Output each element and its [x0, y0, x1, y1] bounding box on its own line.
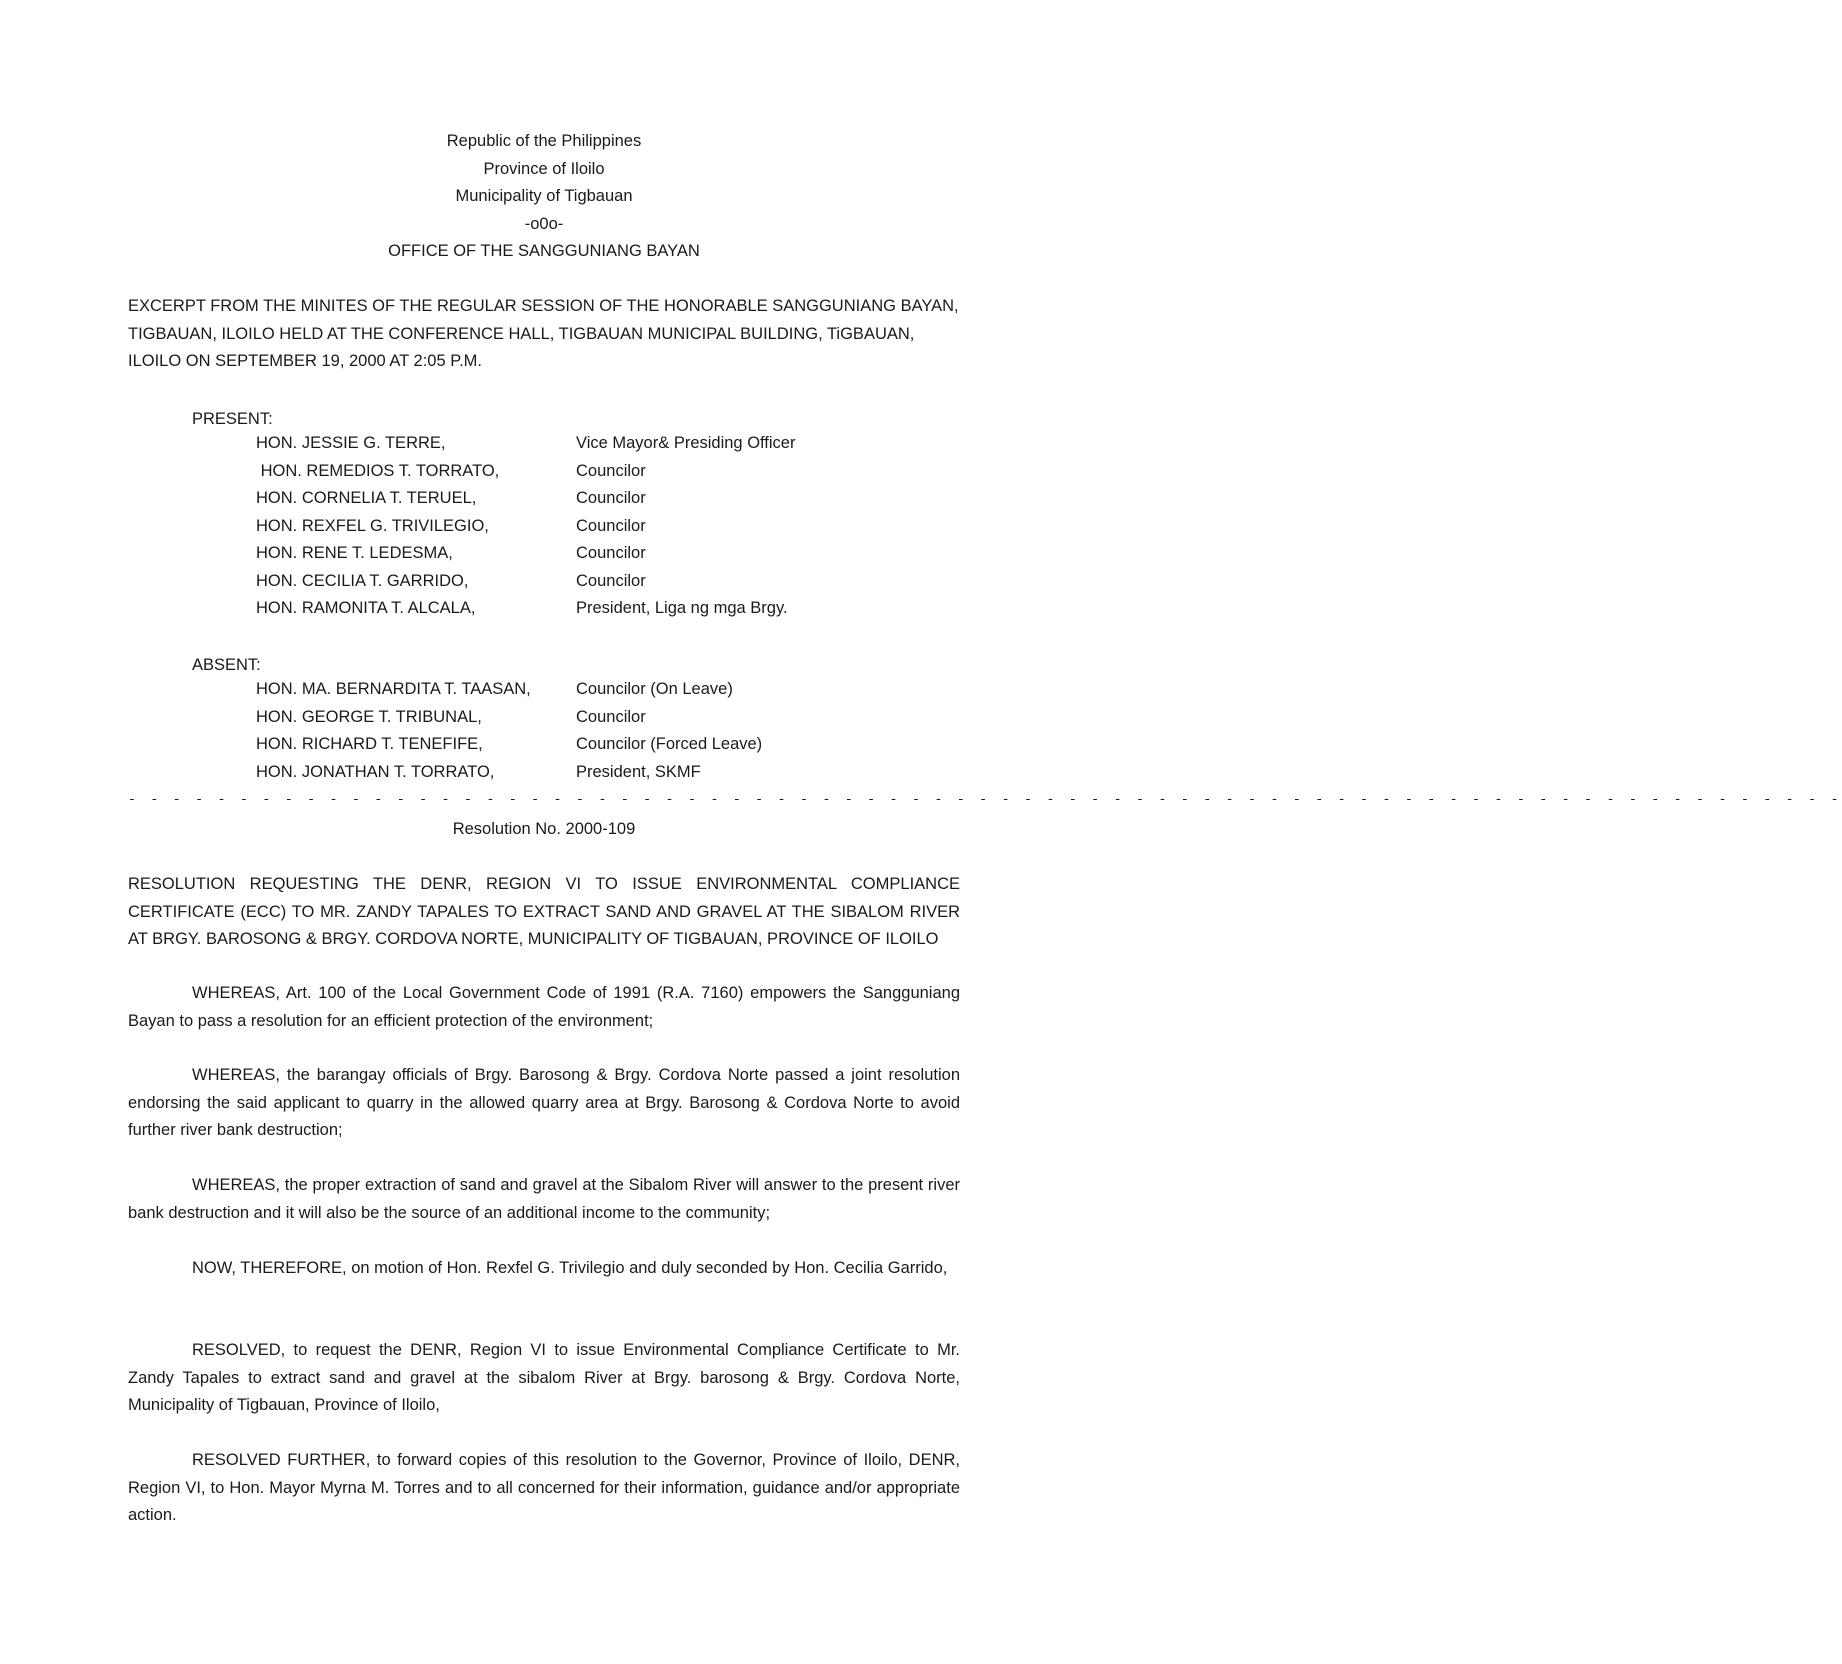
- roster-row: [256, 485, 976, 513]
- section-divider: - - - - - - - - - - - - - - - - - - - - - - - - - - - - - - - - - - - - - - - - - - - - - - - - - - - - - - - - - - - - - - - - - - - - - - - - - - - - -: [128, 792, 1842, 807]
- member-name: HON. RENE T. LEDESMA,: [256, 544, 453, 562]
- letterhead-ornament: -o0o-: [524, 214, 564, 233]
- whereas-paragraph-1: WHEREAS, Art. 100 of the Local Government Code of 1991 (R.A. 7160) empowers the Sangguniang Bayan to pass a resolution for an efficient protection of the environment;: [128, 984, 960, 1030]
- letterhead-province: Province of Iloilo: [483, 159, 605, 178]
- resolved-paragraph: RESOLVED, to request the DENR, Region VI to issue Environmental Compliance Certificate to Mr. Zandy Tapales to extract sand and gravel at the sibalom River at Brgy. barosong & Brgy. Cordova Norte, Municipality of Tigbauan, Province of Iloilo,: [128, 1341, 960, 1414]
- session-excerpt: [128, 293, 964, 376]
- roster-row: [256, 568, 976, 596]
- roster-row: [256, 704, 976, 732]
- letterhead-country: Republic of the Philippines: [446, 132, 642, 150]
- member-role: Vice Mayor& Presiding Officer: [576, 434, 796, 452]
- excerpt-line: ILOILO ON SEPTEMBER 19, 2000 AT 2:05 P.M.: [128, 352, 483, 370]
- roster-row: [256, 731, 976, 759]
- member-name: HON. RICHARD T. TENEFIFE,: [256, 735, 483, 753]
- resolved-further-paragraph: RESOLVED FURTHER, to forward copies of this resolution to the Governor, Province of Iloilo, DENR, Region VI, to Hon. Mayor Myrna M. Torres and to all concerned for their information, guidance and/or appropriate action.: [128, 1451, 960, 1524]
- member-name: HON. CORNELIA T. TERUEL,: [256, 489, 477, 507]
- member-role: Councilor: [576, 707, 646, 726]
- whereas-paragraph-2: WHEREAS, the barangay officials of Brgy. Barosong & Brgy. Cordova Norte passed a joint resolution endorsing the said applicant to quarry in the allowed quarry area at Brgy. Barosong & Cordova Norte to avoid further river bank destruction;: [128, 1066, 960, 1139]
- member-role: Councilor: [576, 489, 646, 507]
- member-name: HON. RAMONITA T. ALCALA,: [256, 599, 476, 617]
- absent-roster: [256, 676, 976, 786]
- present-label: PRESENT:: [192, 410, 273, 428]
- member-role: President, SKMF: [576, 762, 701, 781]
- roster-row: [256, 430, 976, 458]
- member-role: Councilor: [576, 571, 646, 590]
- resolution-title: RESOLUTION REQUESTING THE DENR, REGION VI TO ISSUE ENVIRONMENTAL COMPLIANCE CERTIFICATE (ECC) TO MR. ZANDY TAPALES TO EXTRACT SAND AND GRAVEL AT THE SIBALOM RIVER AT BRGY. BAROSONG & BRGY. CORDOVA NORTE, MUNICIPALITY OF TIGBAUAN, PROVINCE OF ILOILO: [128, 875, 960, 948]
- letterhead-municipality: Municipality of Tigbauan: [455, 187, 633, 205]
- roster-row: [256, 540, 976, 568]
- member-name: HON. JONATHAN T. TORRATO,: [256, 762, 495, 781]
- absent-label: ABSENT:: [192, 656, 261, 674]
- member-name: HON. REMEDIOS T. TORRATO,: [256, 461, 500, 480]
- roster-row: [256, 458, 976, 486]
- letterhead: [0, 128, 1088, 266]
- member-name: HON. REXFEL G. TRIVILEGIO,: [256, 516, 489, 535]
- member-role: Councilor: [576, 461, 646, 480]
- roster-row: [256, 595, 976, 623]
- member-role: Councilor: [576, 544, 646, 562]
- now-therefore-paragraph: NOW, THEREFORE, on motion of Hon. Rexfel G. Trivilegio and duly seconded by Hon. Cecilia Garrido,: [192, 1259, 948, 1277]
- member-name: HON. MA. BERNARDITA T. TAASAN,: [256, 680, 531, 698]
- member-name: HON. GEORGE T. TRIBUNAL,: [256, 707, 482, 726]
- present-roster: [256, 430, 976, 623]
- roster-row: [256, 513, 976, 541]
- member-name: HON. JESSIE G. TERRE,: [256, 434, 446, 452]
- excerpt-line: EXCERPT FROM THE MINITES OF THE REGULAR SESSION OF THE HONORABLE SANGGUNIANG BAYAN,: [128, 297, 959, 315]
- roster-row: [256, 676, 976, 704]
- member-name: HON. CECILIA T. GARRIDO,: [256, 571, 469, 590]
- letterhead-office: OFFICE OF THE SANGGUNIANG BAYAN: [388, 242, 700, 260]
- member-role: President, Liga ng mga Brgy.: [576, 599, 788, 617]
- whereas-paragraph-3: WHEREAS, the proper extraction of sand and gravel at the Sibalom River will answer to the present river bank destruction and it will also be the source of an additional income to the community;: [128, 1176, 960, 1222]
- roster-row: [256, 759, 976, 787]
- member-role: Councilor (On Leave): [576, 680, 733, 698]
- member-role: Councilor: [576, 516, 646, 535]
- member-role: Councilor (Forced Leave): [576, 735, 763, 753]
- excerpt-line: TIGBAUAN, ILOILO HELD AT THE CONFERENCE HALL, TIGBAUAN MUNICIPAL BUILDING, TiGBAUAN,: [128, 324, 915, 343]
- resolution-number: Resolution No. 2000-109: [452, 820, 636, 838]
